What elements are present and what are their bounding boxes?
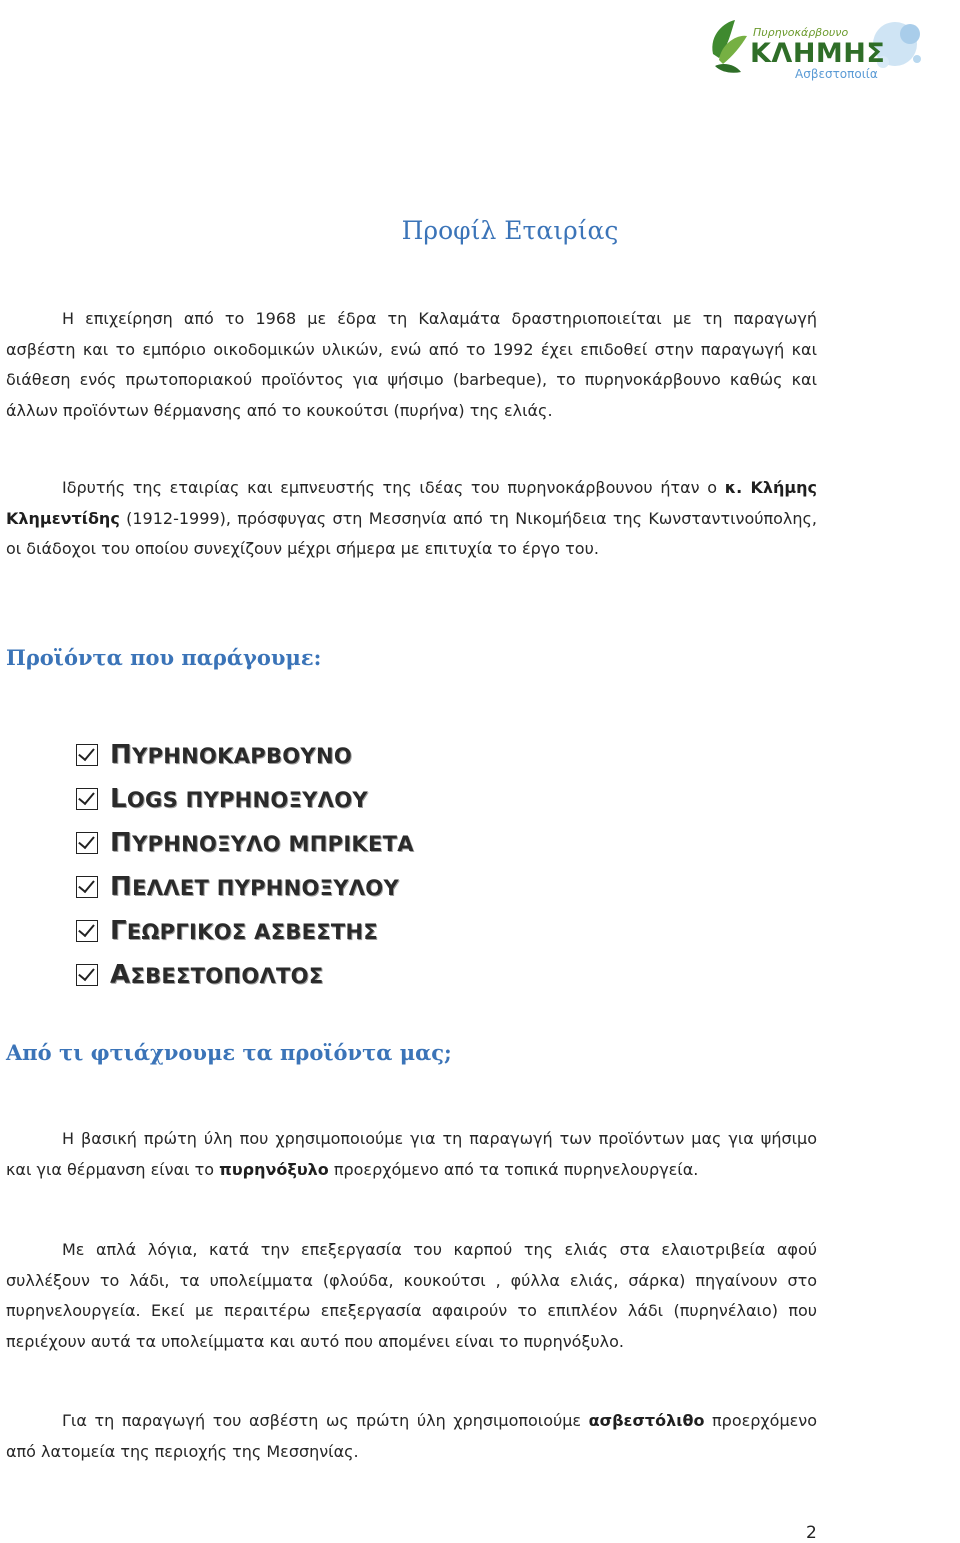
page-number: 2 [806, 1523, 817, 1543]
product-initial: Π [110, 828, 133, 858]
product-item [76, 821, 414, 865]
product-name: ΥΡΗΝΟΚΑΡΒΟΥΝΟ [132, 744, 352, 768]
company-logo [705, 14, 930, 89]
product-initial: Π [110, 872, 133, 902]
product-item [76, 953, 414, 997]
product-initial: Α [110, 960, 131, 990]
logo-main-text: ΚΛΗΜΗΣ [750, 38, 886, 69]
materials-paragraph-3 [6, 1406, 817, 1467]
product-name: ΕΛΛΕΤ ΠΥΡΗΝΟΞΥΛΟΥ [132, 876, 399, 900]
materials-paragraph-1 [6, 1124, 817, 1185]
product-name: ΣΒΕΣΤΟΠΟΛΤΟΣ [130, 964, 324, 988]
materials-paragraph-1-rest: προερχόμενο από τα τοπικά πυρηνελουργεία. [328, 1159, 699, 1179]
materials-heading: Από τι φτιάχνουμε τα προϊόντα μας; [6, 1040, 452, 1065]
product-item [76, 865, 414, 909]
products-list [76, 733, 414, 997]
checkbox-checked-icon [76, 920, 98, 942]
product-name: OGS ΠΥΡΗΝΟΞΥΛΟΥ [126, 788, 368, 812]
intro-paragraph-2-rest: (1912-1999), πρόσφυγας στη Μεσσηνία από τη Νικομήδεια της Κωνσταντινούπολης, οι διάδοχοι του οποίου συνεχίζουν μέχρι σήμερα με επιτυχία το έργο του. [6, 508, 817, 558]
product-initial: Π [110, 740, 133, 770]
checkbox-checked-icon [76, 744, 98, 766]
product-initial: L [110, 784, 127, 814]
intro-paragraph-2-text: Ιδρυτής της εταιρίας και εμπνευστής της ιδέας του πυρηνοκάρβουνου ήταν ο [62, 478, 725, 497]
page-title: Προφίλ Εταιρίας [401, 216, 619, 245]
checkbox-checked-icon [76, 832, 98, 854]
product-item [76, 909, 414, 953]
product-initial: Γ [110, 916, 127, 946]
checkbox-checked-icon [76, 964, 98, 986]
product-name: ΥΡΗΝΟΞΥΛΟ ΜΠΡΙΚΕΤΑ [132, 832, 414, 856]
product-item [76, 733, 414, 777]
logo-sub-text: Ασβεστοποιία [795, 67, 878, 81]
product-item [76, 777, 414, 821]
materials-paragraph-2-text: Με απλά λόγια, κατά την επεξεργασία του καρπού της ελιάς στα ελαιοτριβεία αφού συλλέξουν το λάδι, τα υπολείμματα (φλούδα, κουκούτσι , φύλλα ελιάς, σάρκα) πηγαίνουν στο πυρηνελουργεία. Εκεί με περαιτέρω επεξεργασία αφαιρούν το επιπλέον λάδι (πυρηνέλαιο) που περιέχουν αυτά τα υπολείμματα και αυτό που απομένει είναι το πυρηνόξυλο. [6, 1240, 817, 1351]
product-name: ΕΩΡΓΙΚΟΣ ΑΣΒΕΣΤΗΣ [126, 920, 379, 944]
checkbox-checked-icon [76, 876, 98, 898]
intro-paragraph-1-text: Η επιχείρηση από το 1968 με έδρα τη Καλαμάτα δραστηριοποιείται με τη παραγωγή ασβέστη και το εμπόριο οικοδομικών υλικών, ενώ από το 1992 έχει επιδοθεί στην παραγωγή και διάθεση ενός πρωτοποριακού προϊόντος για ψήσιμο (barbeque), το πυρηνοκάρβουνο καθώς και άλλων προϊόντων θέρμανσης από το κουκούτσι (πυρήνα) της ελιάς. [6, 309, 817, 420]
materials-paragraph-3-text: Για τη παραγωγή του ασβέστη ως πρώτη ύλη χρησιμοποιούμε [62, 1411, 589, 1430]
key-term-pyrinoxylo: πυρηνόξυλο [219, 1159, 329, 1179]
checkbox-checked-icon [76, 788, 98, 810]
intro-paragraph-2 [6, 473, 817, 565]
key-term-limestone: ασβεστόλιθο [588, 1411, 705, 1430]
intro-paragraph-1 [6, 304, 817, 426]
materials-paragraph-3-rest: προερχόμενο από λατομεία της περιοχής της Μεσσηνίας. [6, 1411, 818, 1461]
logo-top-text: Πυρηνοκάρβουνο [753, 26, 849, 39]
materials-paragraph-2 [6, 1235, 817, 1357]
founder-name: κ. Κλήμης Κλημεντίδης [6, 478, 817, 528]
products-heading: Προϊόντα που παράγουμε: [6, 645, 322, 670]
materials-paragraph-1-text: Η βασική πρώτη ύλη που χρησιμοποιούμε για τη παραγωγή των προϊόντων μας για ψήσιμο και για θέρμανση είναι το [6, 1129, 817, 1179]
